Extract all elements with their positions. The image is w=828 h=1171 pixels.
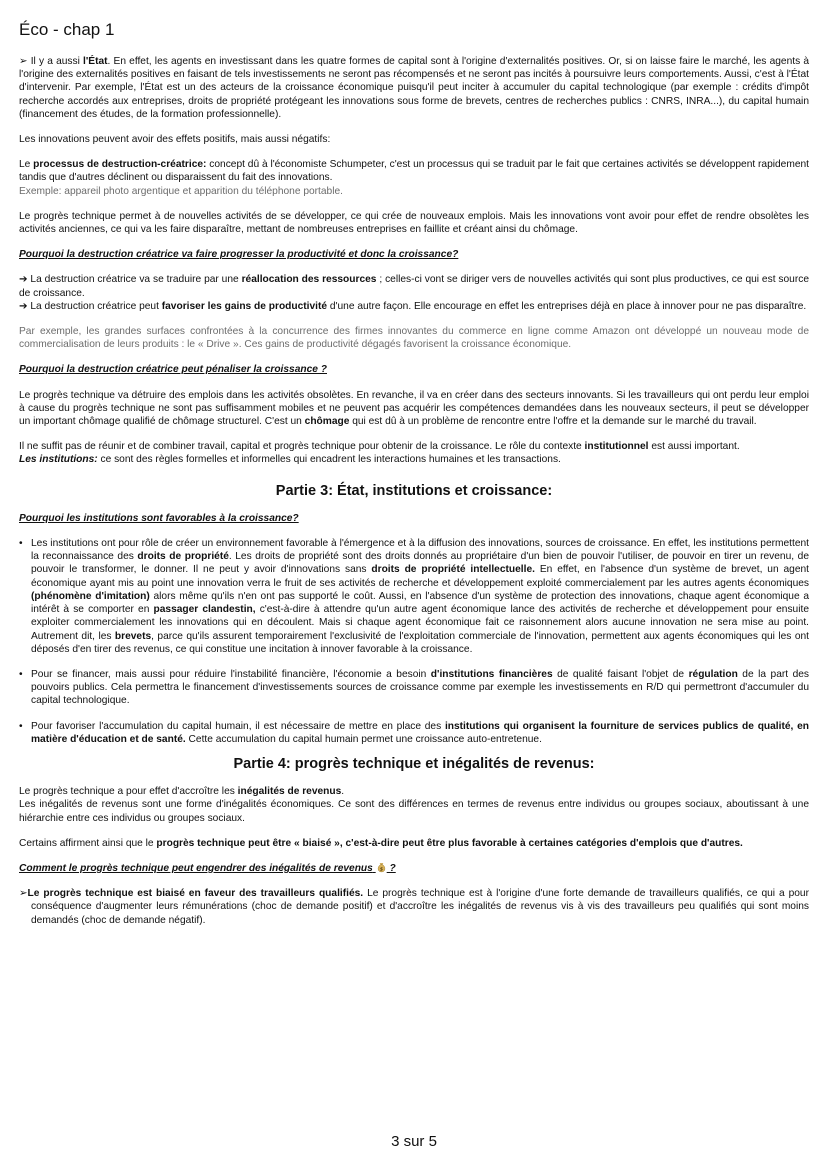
example-text: Exemple: appareil photo argentique et apparition du téléphone portable. <box>19 185 343 197</box>
paragraph-progres-biaise: Certains affirment ainsi que le progrès technique peut être « biaisé », c'est-à-dire peut être plus favorable à certaines catégories d'emplois que d'autres. <box>19 837 743 849</box>
question-heading-2: Pourquoi la destruction créatrice peut pénaliser la croissance ? <box>19 364 327 376</box>
paragraph-destruction-creatrice: Le processus de destruction-créatrice: concept dû à l'économiste Schumpeter, c'est un processus qui se traduit par le fait que certaines activités se développent rapidement tandis que d'autres déclinent ou disparaissent du fait des innovations. <box>19 159 809 184</box>
section-heading-partie-4: Partie 4: progrès technique et inégalités de revenus: <box>233 755 595 772</box>
paragraph-example-amazon: Par exemple, les grandes surfaces confrontées à la concurrence des firmes innovantes du commerce en ligne comme Amazon ont développé un nouveau mode de commercialisation de leurs produits : le « Drive ». Ces gains de productivité dégagés favorisent la croissance économique. <box>19 326 809 351</box>
question-heading-4: Comment le progrès technique peut engendrer des inégalités de revenus $ ? <box>19 862 396 874</box>
bullet-list <box>19 537 809 746</box>
paragraph-reallocation: ➔ La destruction créatrice va se traduire par une réallocation des ressources ; celles-ci vont se diriger vers de nouvelles activités qui sont plus productives, ce qui est source de croissance. <box>19 274 809 299</box>
paragraph-institutions: Il ne suffit pas de réunir et de combiner travail, capital et progrès technique pour obtenir de la croissance. Le rôle du contexte institutionnel est aussi important. Les institutions: ce sont des règles formelles et informelles qui encadrent les interactions humaines et les transactions. <box>19 441 740 466</box>
paragraph-inegalites: Le progrès technique a pour effet d'accroître les inégalités de revenus. Les inégalités de revenus sont une forme d'inégalités économiques. Ce sont des différences en termes de revenus entre individus ou groupes sociaux, aboutissant à une hiérarchie entre ces individus ou groupes sociaux. <box>19 786 809 824</box>
money-bag-icon <box>376 862 387 873</box>
paragraph-innovations-effects: Les innovations peuvent avoir des effets positifs, mais aussi négatifs: <box>19 134 331 146</box>
page-title: Éco - chap 1 <box>19 20 115 39</box>
document-body <box>19 55 809 939</box>
paragraph-gains-productivite: ➔ La destruction créatrice peut favoriser les gains de productivité d'une autre façon. Elle encourage en effet les entreprises déjà en place à innover pour ne pas disparaître. <box>19 300 807 312</box>
question-heading-3: Pourquoi les institutions sont favorables à la croissance? <box>19 512 299 524</box>
list-item: • Pour favoriser l'accumulation du capital humain, il est nécessaire de mettre en place des institutions qui organisent la fourniture de services publics de qualité, en matière d'éducation et de santé. Cette accumulation du capital humain permet une croissance auto-entretenue. <box>19 720 809 746</box>
paragraph-travailleurs-qualifies: ➢Le progrès technique est biaisé en faveur des travailleurs qualifiés. Le progrès technique est à l'origine d'une forte demande de travailleurs qualifiés, ce qui a pour conséquence d'augmenter leurs rémunérations (choc de demande positif) et d'accroître les inégalités de revenus vis à vis des travailleurs peu qualifiés qui sont moins demandés (choc de demande négatif). <box>19 888 809 926</box>
list-item: • Les institutions ont pour rôle de créer un environnement favorable à l'émergence et à la diffusion des innovations, sources de croissance. En effet, les institutions permettent la reconnaissance des droits de propriété. Les droits de propriété sont des droits donnés au propriétaire d'un bien de pouvoir l'utiliser, de pouvoir en tirer un revenu, de pouvoir le transformer, le donner. Il ne peut y avoir d'innovations sans droits de propriété intellectuelle. En effet, en l'absence d'un système de brevet, un agent économique ayant mis au point une innovation verra le fruit de ses activités de recherche et développement exploité commercialement par les autres agents économiques (phénomène d'imitation) alors même qu'ils n'en ont pas supporté le coût. Aussi, en l'absence d'un système de protection des innovations, chaque agent économique a intérêt à se comporter en passager clandestin, c'est-à-dire à attendre qu'un autre agent économique lance des activités de recherche et développement pour ensuite exploiter commercialement les innovations qui en découlent. Mais si chaque agent économique fait ce raisonnement alors aucune innovation ne sera mise au point. Autrement dit, les brevets, parce qu'ils assurent temporairement l'exclusivité de l'exploitation commerciale de l'innovation, permettent aux agents économiques qui les ont déposés d'en tirer des revenus, ce qui constitue une incitation à innover favorable à la croissance. <box>19 537 809 656</box>
paragraph-chomage: Le progrès technique va détruire des emplois dans les activités obsolètes. En revanche, il va en créer dans des secteurs innovants. Si les travailleurs qui ont perdu leur emploi à cause du progrès technique ne sont pas suffisamment mobiles et ne peuvent pas acquérir les compétences demandées dans les nouveaux secteurs, il peut se développer un important chômage qualifié de chômage structurel. C'est un chômage qui est dû à un problème de rencontre entre l'offre et la demande sur le marché du travail. <box>19 389 809 428</box>
page-number: 3 sur 5 <box>391 1133 437 1150</box>
paragraph-progres-technique: Le progrès technique permet à de nouvelles activités de se développer, ce qui crée de nouveaux emplois. Mais les innovations vont avoir pour effet de rendre obsolètes les activités anciennes, ce qui va les faire disparaître, mettant de nombreuses entreprises en faillite et créant ainsi du chômage. <box>19 210 809 236</box>
paragraph-etat: ➢ Il y a aussi l'État. En effet, les agents en investissant dans les quatre formes de capital sont à l'origine d'externalités positives. Or, si on laisse faire le marché, les agents à l'origine des externalités positives en faisant de tels investissements ne seront pas récompensés et ne seront pas incités à poursuivre leurs comportements. Aussi, c'est à l'État d'intervenir. Par exemple, l'État est un des acteurs de la croissance économique puisqu'il peut inciter à accumuler du capital technologique (par exemple : crédits d'impôt recherche accordés aux entreprises, droits de propriété protégeant les innovations sous forme de brevets, centres de recherches publics : CNRS, INRA...), du capital humain (financement des études, de la formation professionnelle). <box>19 56 809 120</box>
section-heading-partie-3: Partie 3: État, institutions et croissance: <box>275 482 553 499</box>
list-item: • Pour se financer, mais aussi pour réduire l'instabilité financière, l'économie a besoin d'institutions financières de qualité faisant l'objet de régulation de la part des pouvoirs publics. Cela permettra le financement d'investissements sources de croissance comme par exemple les investissements en R/D qui permettront d'accumuler du capital technologique. <box>19 668 809 708</box>
svg-text:$: $ <box>379 867 383 873</box>
question-heading-1: Pourquoi la destruction créatrice va faire progresser la productivité et donc la croissance? <box>19 249 459 261</box>
